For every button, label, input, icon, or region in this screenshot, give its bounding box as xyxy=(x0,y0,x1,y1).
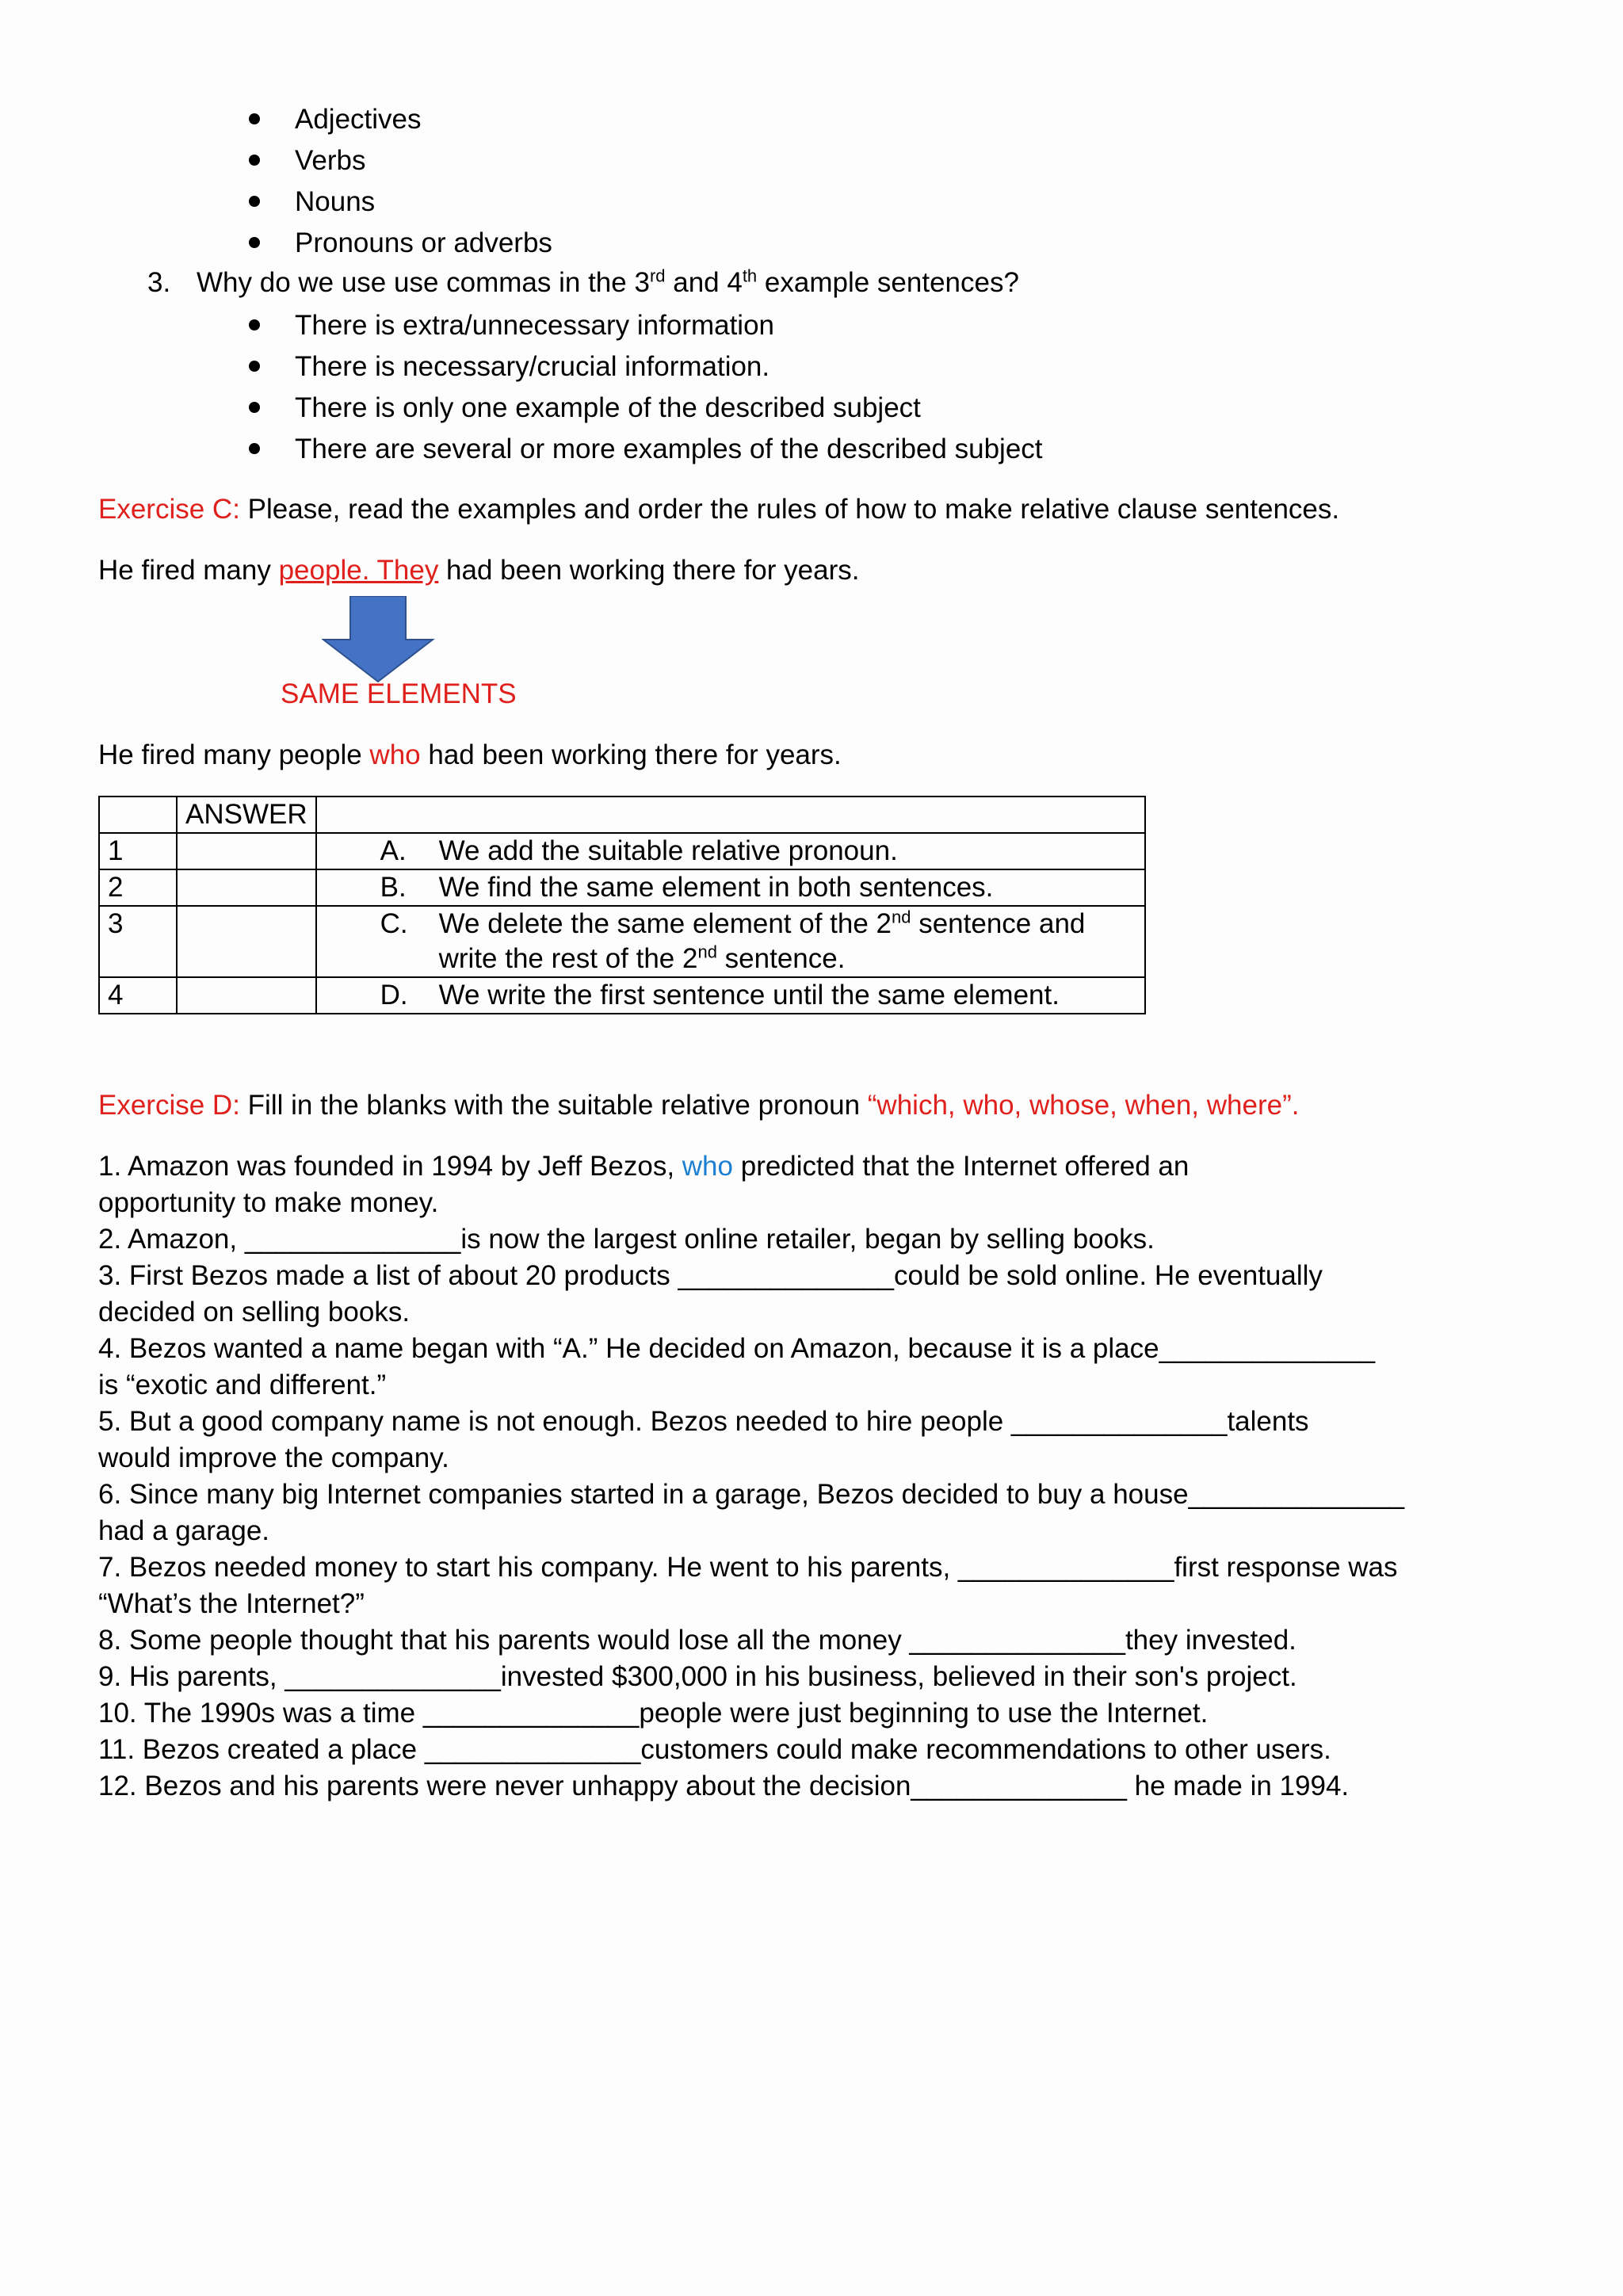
example-sentence-2 xyxy=(98,737,842,774)
row-number: 4 xyxy=(99,977,177,1014)
rule-cell xyxy=(316,977,1145,1014)
example-highlight: who xyxy=(369,739,421,770)
superscript: nd xyxy=(697,942,717,962)
answer-header: ANSWER xyxy=(177,797,316,833)
bullet-item: There is only one example of the described subject xyxy=(295,392,921,423)
rules-table xyxy=(98,796,1146,1014)
rule-cell xyxy=(316,833,1145,869)
answer-cell[interactable] xyxy=(177,977,316,1014)
sample-answer: who xyxy=(682,1151,733,1182)
exercise-d-instruction: Fill in the blanks with the suitable relative pronoun xyxy=(239,1090,868,1121)
bullet-icon xyxy=(249,113,260,124)
bullet-item: There are several or more examples of the described subject xyxy=(295,434,1043,464)
rule-text xyxy=(439,908,1086,974)
down-arrow-icon xyxy=(322,596,436,683)
question-3-part: Why do we use use commas in the 3 xyxy=(197,267,650,298)
exercise-d-line: would improve the company. xyxy=(98,1442,449,1473)
bullet-icon xyxy=(249,237,260,248)
exercise-d-line: “What’s the Internet?” xyxy=(98,1588,365,1619)
superscript: rd xyxy=(649,266,666,286)
item-text: 1. Amazon was founded in 1994 by Jeff Bezos, xyxy=(98,1151,682,1182)
answer-cell[interactable] xyxy=(177,906,316,977)
rule-cell xyxy=(316,869,1145,906)
bullet-item: Verbs xyxy=(295,145,366,176)
exercise-d-line: 5. But a good company name is not enough. Bezos needed to hire people ______________talents xyxy=(98,1406,1309,1437)
example-text: had been working there for years. xyxy=(438,555,860,586)
question-3-part: example sentences? xyxy=(757,267,1019,298)
superscript: th xyxy=(742,266,758,286)
table-header-row xyxy=(99,797,1145,833)
exercise-d-line: 3. First Bezos made a list of about 20 products ______________could be sold online. He eventually xyxy=(98,1260,1323,1291)
table-row xyxy=(99,869,1145,906)
bullet-icon xyxy=(249,443,260,454)
bullet-icon xyxy=(249,361,260,372)
table-cell xyxy=(99,797,177,833)
rule-cell xyxy=(316,906,1145,977)
exercise-c-instruction: Please, read the examples and order the rules of how to make relative clause sentences. xyxy=(239,494,1340,525)
bullet-item: There is necessary/crucial information. xyxy=(295,351,770,382)
answer-cell[interactable] xyxy=(177,833,316,869)
bullet-icon xyxy=(249,402,260,413)
exercise-d-line: 4. Bezos wanted a name began with “A.” He decided on Amazon, because it is a place______________ xyxy=(98,1333,1376,1364)
bullet-item: Nouns xyxy=(295,186,376,217)
rule-text-part: write the rest of the 2 xyxy=(438,943,698,974)
row-number: 1 xyxy=(99,833,177,869)
exercise-d-line: 11. Bezos created a place ______________customers could make recommendations to other users. xyxy=(98,1734,1331,1765)
row-number: 3 xyxy=(99,906,177,977)
item-text: predicted that the Internet offered an xyxy=(733,1151,1190,1182)
exercise-d-line: had a garage. xyxy=(98,1515,270,1546)
bullet-item: There is extra/unnecessary information xyxy=(295,310,774,341)
rule-letter: B. xyxy=(380,872,407,903)
question-3-part: and 4 xyxy=(665,267,743,298)
table-row xyxy=(99,833,1145,869)
bullet-icon xyxy=(249,155,260,166)
bullet-item: Pronouns or adverbs xyxy=(295,227,552,258)
exercise-c-heading xyxy=(98,491,1339,528)
exercise-d-heading xyxy=(98,1087,1299,1124)
rule-text-part: We delete the same element of the 2 xyxy=(438,908,892,939)
bullet-icon xyxy=(249,319,260,330)
exercise-c-label: Exercise C: xyxy=(98,494,240,525)
table-row xyxy=(99,977,1145,1014)
rule-text: We add the suitable relative pronoun. xyxy=(438,835,898,866)
exercise-d-line: opportunity to make money. xyxy=(98,1187,439,1218)
exercise-d-line: 9. His parents, ______________invested $300,000 in his business, believed in their son's project. xyxy=(98,1661,1297,1692)
rule-letter: A. xyxy=(380,835,407,866)
exercise-d-line: 7. Bezos needed money to start his company. He went to his parents, ______________first response was xyxy=(98,1552,1398,1583)
superscript: nd xyxy=(892,907,911,927)
example-text: had been working there for years. xyxy=(420,739,842,770)
example-highlight: people. They xyxy=(278,555,439,586)
bullet-item: Adjectives xyxy=(295,104,422,135)
rule-text-part: sentence and xyxy=(911,908,1086,939)
exercise-d-line: is “exotic and different.” xyxy=(98,1370,387,1400)
rule-letter: D. xyxy=(380,980,408,1010)
table-row xyxy=(99,906,1145,977)
question-3-text xyxy=(197,265,1019,301)
exercise-d-line: decided on selling books. xyxy=(98,1297,411,1328)
table-cell xyxy=(316,797,1145,833)
exercise-d-item-1 xyxy=(98,1148,1189,1185)
exercise-d-label: Exercise D: xyxy=(98,1090,240,1121)
same-elements-label: SAME ELEMENTS xyxy=(281,678,517,709)
answer-cell[interactable] xyxy=(177,869,316,906)
example-text: He fired many xyxy=(98,555,279,586)
rule-text: We find the same element in both sentences. xyxy=(438,872,994,903)
rule-text: We write the first sentence until the same element. xyxy=(438,980,1060,1010)
example-text: He fired many people xyxy=(98,739,370,770)
rule-text-part: sentence. xyxy=(716,943,846,974)
question-number: 3. xyxy=(147,267,171,298)
bullet-icon xyxy=(249,196,260,207)
row-number: 2 xyxy=(99,869,177,906)
exercise-d-line: 12. Bezos and his parents were never unhappy about the decision______________ he made in 1994. xyxy=(98,1771,1350,1801)
exercise-d-line: 10. The 1990s was a time ______________people were just beginning to use the Internet. xyxy=(98,1698,1209,1729)
exercise-d-line: 8. Some people thought that his parents would lose all the money ______________they invested. xyxy=(98,1625,1296,1656)
rule-letter: C. xyxy=(380,908,408,939)
exercise-d-line: 2. Amazon, ______________is now the largest online retailer, began by selling books. xyxy=(98,1224,1155,1255)
exercise-d-pronouns: “which, who, whose, when, where”. xyxy=(867,1090,1300,1121)
example-sentence-1 xyxy=(98,552,859,589)
exercise-d-line: 6. Since many big Internet companies started in a garage, Bezos decided to buy a house______________ xyxy=(98,1479,1405,1510)
